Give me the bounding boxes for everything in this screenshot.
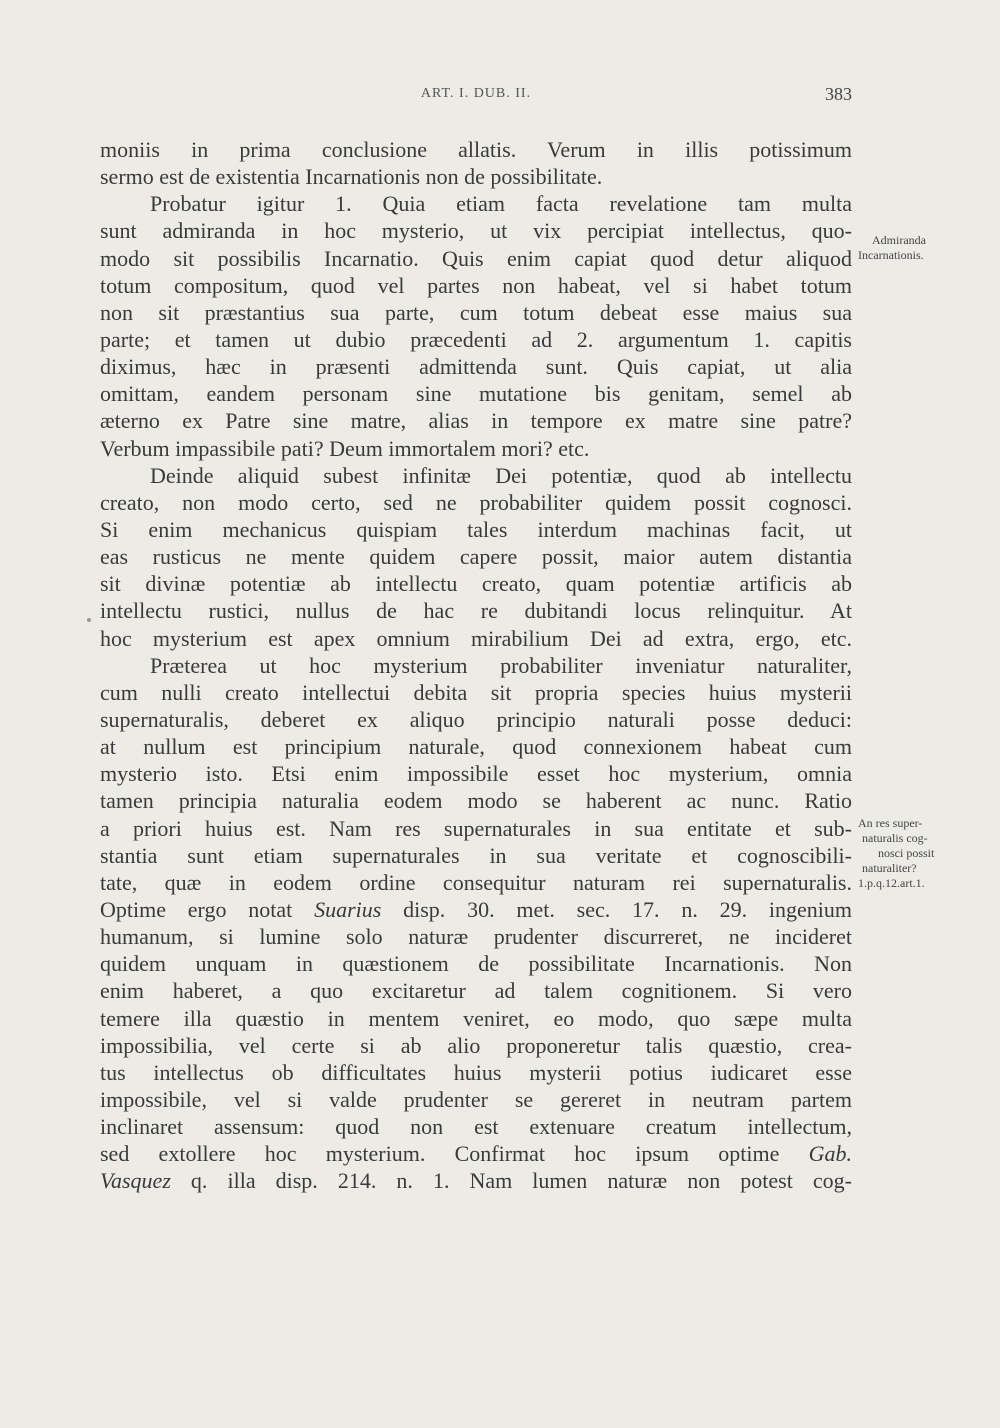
text-line: quidem unquam in quæstionem de possibilitate Incarnationis. Non	[100, 951, 852, 977]
page-number: 383	[825, 84, 852, 104]
text-line	[100, 896, 852, 923]
text-line: sit divinæ potentiæ ab intellectu creato, quam potentiæ artificis ab	[100, 571, 852, 597]
text-line: sermo est de existentia Incarnationis non de possibilitate.	[100, 164, 603, 190]
text-line: totum compositum, quod vel partes non habeat, vel si habet totum	[100, 272, 852, 298]
text-line: cum nulli creato intellectui debita sit propria species huius mysterii	[100, 679, 852, 705]
text-line: Verbum impassibile pati? Deum immortalem mori? etc.	[100, 435, 590, 461]
text-line: omittam, eandem personam sine mutatione bis genitam, semel ab	[100, 381, 852, 407]
text-line: diximus, hæc in præsenti admittenda sunt. Quis capiat, ut alia	[100, 354, 852, 380]
page-header	[100, 86, 852, 110]
text-line: sunt admiranda in hoc mysterio, ut vix percipiat intellectus, quo-	[100, 218, 852, 244]
text-run: q. illa disp. 214. n. 1. Nam lumen naturæ non potest cog-	[170, 1168, 852, 1194]
text-line: æterno ex Patre sine matre, alias in tempore ex matre sine patre?	[100, 408, 852, 434]
text-line: impossibile, vel si valde prudenter se gereret in neutram partem	[100, 1086, 852, 1112]
text-line: impossibilia, vel certe si ab alio proponeretur talis quæstio, crea-	[100, 1032, 852, 1058]
paragraph-start-line: Probatur igitur 1. Quia etiam facta revelatione tam multa	[150, 191, 852, 217]
text-line: supernaturalis, deberet ex aliquo principio naturali posse deduci:	[100, 706, 852, 732]
text-run: sed extollere hoc mysterium. Confirmat hoc ipsum optime	[100, 1141, 809, 1167]
body-text	[100, 136, 852, 1194]
italic-name: Suarius	[314, 896, 382, 922]
margin-note-line: naturaliter?	[862, 861, 917, 875]
margin-note-line: 1.p.q.12.art.1.	[858, 876, 925, 890]
text-line: stantia sunt etiam supernaturales in sua veritate et cognoscibili-	[100, 842, 852, 868]
text-line	[100, 1140, 852, 1167]
text-line: temere illa quæstio in mentem veniret, eo modo, quo sæpe multa	[100, 1005, 852, 1031]
margin-note-line: An res super-	[858, 816, 923, 830]
text-line: creato, non modo certo, sed ne probabiliter quidem possit cognosci.	[100, 489, 852, 515]
paragraph-start-line: Præterea ut hoc mysterium probabiliter inveniatur naturaliter,	[150, 652, 852, 678]
text-line: inclinaret assensum: quod non est extenuare creatum intellectum,	[100, 1114, 852, 1140]
margin-note-line: Admiranda	[872, 233, 926, 247]
margin-note-line: nosci possit	[878, 846, 935, 860]
running-head: ART. I. DUB. II.	[420, 86, 532, 101]
text-line: mysterio isto. Etsi enim impossibile esset hoc mysterium, omnia	[100, 761, 852, 787]
text-line: eas rusticus ne mente quidem capere possit, maior autem distantia	[100, 544, 852, 570]
italic-name: Gab.	[808, 1141, 852, 1167]
margin-note-admiranda	[858, 233, 968, 263]
text-line: non sit præstantius sua parte, cum totum debeat esse maius sua	[100, 299, 852, 325]
italic-name: Vasquez	[100, 1168, 171, 1194]
text-line: modo sit possibilis Incarnatio. Quis enim capiat quod detur aliquod	[100, 245, 852, 271]
margin-note-line: naturalis cog-	[862, 831, 928, 845]
margin-note-supernaturalis	[858, 816, 968, 891]
text-run: disp. 30. met. sec. 17. n. 29. ingenium	[381, 896, 852, 922]
margin-note-line: Incarnationis.	[858, 248, 924, 262]
text-line: moniis in prima conclusione allatis. Verum in illis potissimum	[100, 137, 852, 162]
text-line: Si enim mechanicus quispiam tales interdum machinas facit, ut	[100, 516, 852, 542]
text-line: parte; et tamen ut dubio præcedenti ad 2. argumentum 1. capitis	[100, 326, 852, 352]
text-line: intellectu rustici, nullus de hac re dubitandi locus relinquitur. At	[100, 598, 852, 624]
text-line: enim haberet, a quo excitaretur ad talem cognitionem. Si vero	[100, 978, 852, 1004]
print-speck	[87, 618, 91, 622]
text-line: at nullum est principium naturale, quod connexionem habeat cum	[100, 734, 852, 760]
text-line: tus intellectus ob difficultates huius mysterii potius iudicaret esse	[100, 1059, 852, 1085]
text-run: Optime ergo notat	[100, 896, 315, 922]
text-line	[100, 1167, 852, 1194]
text-line: tamen principia naturalia eodem modo se haberent ac nunc. Ratio	[100, 788, 852, 814]
text-line: hoc mysterium est apex omnium mirabilium Dei ad extra, ergo, etc.	[100, 625, 852, 651]
text-line: a priori huius est. Nam res supernaturales in sua entitate et sub-	[100, 815, 852, 841]
text-line: humanum, si lumine solo naturæ prudenter discurreret, ne incideret	[100, 924, 852, 950]
text-line: tate, quæ in eodem ordine consequitur naturam rei supernaturalis.	[100, 869, 852, 895]
paragraph-start-line: Deinde aliquid subest infinitæ Dei potentiæ, quod ab intellectu	[150, 462, 852, 488]
